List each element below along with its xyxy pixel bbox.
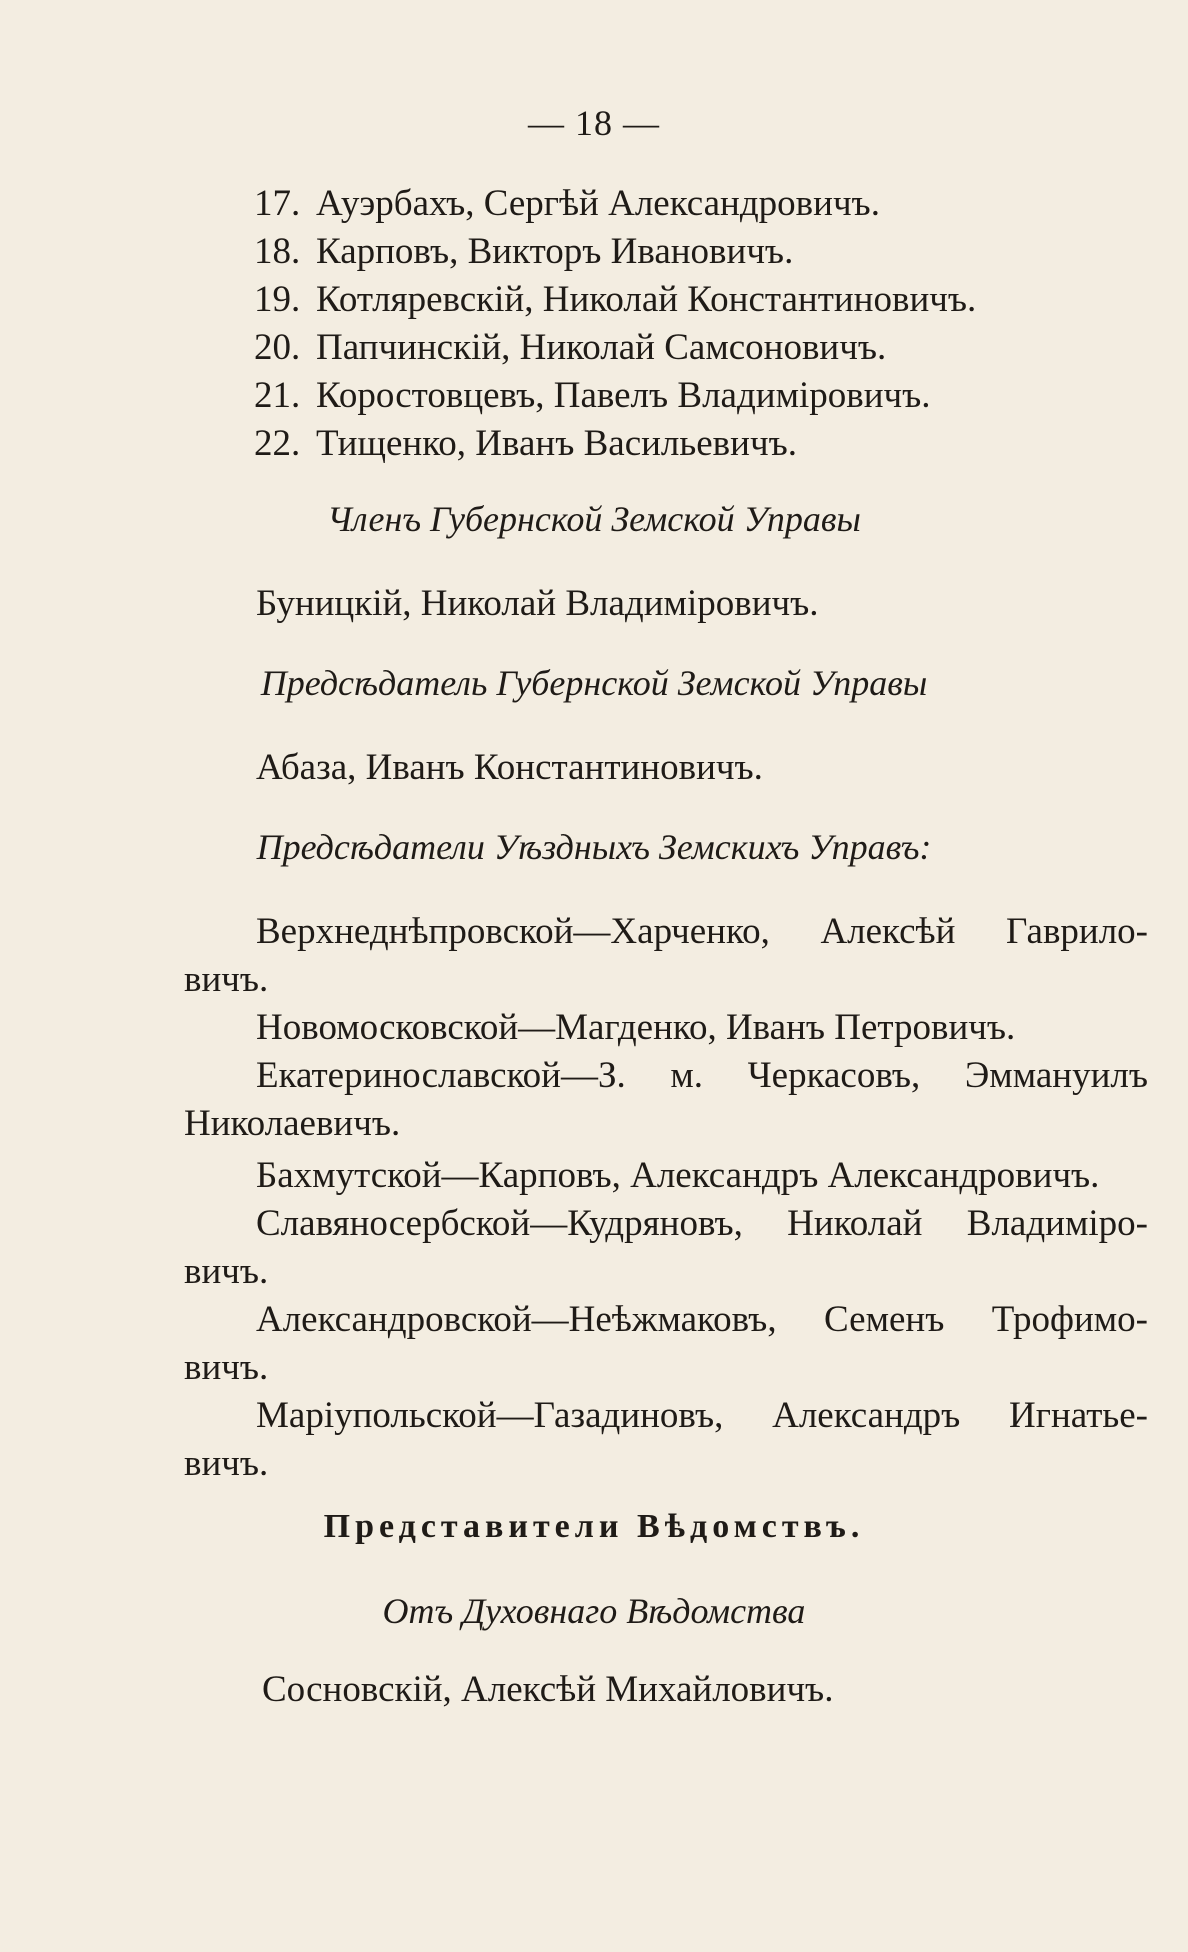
- list-item: [254, 230, 793, 274]
- list-item-number: 22.: [254, 423, 301, 464]
- district-entry-line: Екатеринославской—З. м. Черкасовъ, Эммануилъ: [256, 1055, 1148, 1096]
- district-entry-line: Славяносербской—Кудряновъ, Николай Владиміро-: [256, 1203, 1148, 1244]
- list-item-number: 19.: [254, 279, 301, 320]
- district-entry-line: Верхнеднѣпровской—Харченко, Алексѣй Гаврило-: [256, 911, 1148, 952]
- list-item: [254, 182, 880, 226]
- member-name: Буницкій, Николай Владиміровичъ.: [256, 583, 819, 624]
- list-item-name: Карповъ, Викторъ Ивановичъ.: [316, 231, 794, 272]
- list-item-number: 18.: [254, 231, 301, 272]
- district-entry-line: вичъ.: [184, 1443, 269, 1484]
- list-item-name: Папчинскій, Николай Самсоновичъ.: [316, 327, 887, 368]
- district-entry-line: вичъ.: [184, 959, 269, 1000]
- page-number: — 18 —: [528, 103, 660, 143]
- list-item-number: 21.: [254, 375, 301, 416]
- district-chairs-heading: Предсѣдатели Уѣздныхъ Земскихъ Управъ:: [256, 827, 932, 867]
- list-item: [254, 326, 886, 370]
- spiritual-department-heading: Отъ Духовнаго Вѣдомства: [382, 1591, 806, 1631]
- district-entry-line: Бахмутской—Карповъ, Александръ Александровичъ.: [256, 1155, 1100, 1196]
- list-item: [254, 278, 976, 322]
- list-item-name: Котляревскій, Николай Константиновичъ.: [316, 279, 977, 320]
- district-entry-line: вичъ.: [184, 1251, 269, 1292]
- district-entry-line: Новомосковской—Магденко, Иванъ Петровичъ.: [256, 1007, 1016, 1048]
- list-item: [254, 374, 931, 418]
- departments-heading: Представители Вѣдомствъ.: [323, 1508, 865, 1545]
- list-item-number: 17.: [254, 183, 301, 224]
- district-entry-line: Александровской—Неѣжмаковъ, Семенъ Трофимо-: [256, 1299, 1148, 1340]
- list-item: [254, 422, 797, 466]
- list-item-name: Коростовцевъ, Павелъ Владиміровичъ.: [316, 375, 931, 416]
- list-item-name: Тищенко, Иванъ Васильевичъ.: [316, 423, 797, 464]
- district-entry-line: Николаевичъ.: [184, 1103, 401, 1144]
- list-item-name: Ауэрбахъ, Сергѣй Александровичъ.: [316, 183, 880, 224]
- list-item-number: 20.: [254, 327, 301, 368]
- district-entry-line: вичъ.: [184, 1347, 269, 1388]
- chairman-name: Абаза, Иванъ Константиновичъ.: [256, 747, 763, 788]
- member-heading: Членъ Губернской Земской Управы: [327, 499, 861, 539]
- chairman-heading: Предсѣдатель Губернской Земской Управы: [260, 663, 928, 703]
- district-entry-line: Маріупольской—Газадиновъ, Александръ Игнатье-: [256, 1395, 1148, 1436]
- spiritual-department-name: Сосновскій, Алексѣй Михайловичъ.: [262, 1669, 834, 1710]
